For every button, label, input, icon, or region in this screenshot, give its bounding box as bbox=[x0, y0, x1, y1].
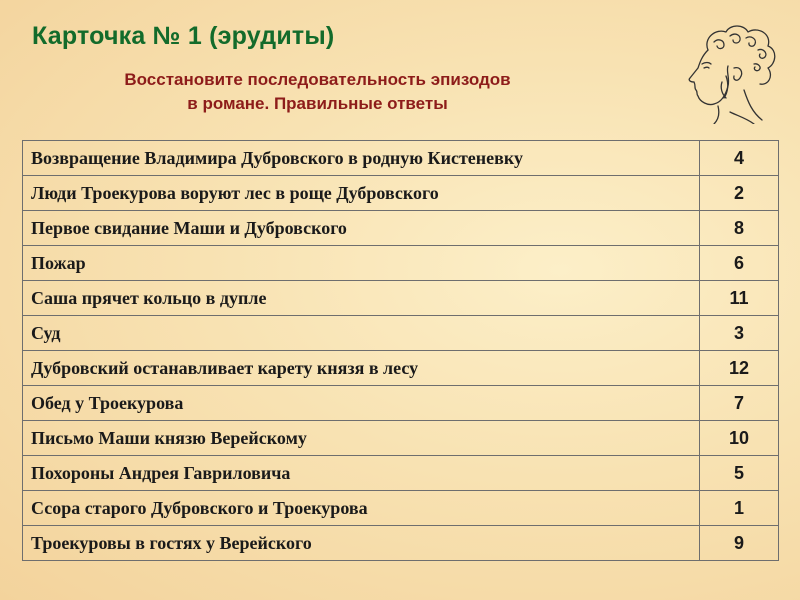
episode-cell: Саша прячет кольцо в дупле bbox=[23, 281, 700, 316]
episode-cell: Похороны Андрея Гавриловича bbox=[23, 456, 700, 491]
table-row bbox=[23, 421, 779, 456]
episode-cell: Возвращение Владимира Дубровского в родную Кистеневку bbox=[23, 141, 700, 176]
table-row bbox=[23, 141, 779, 176]
subtitle-line-1: Восстановите последовательность эпизодов bbox=[124, 70, 511, 89]
order-number-cell: 3 bbox=[700, 316, 779, 351]
order-number-cell: 1 bbox=[700, 491, 779, 526]
order-number-cell: 11 bbox=[700, 281, 779, 316]
episode-cell: Письмо Маши князю Верейскому bbox=[23, 421, 700, 456]
episode-cell: Ссора старого Дубровского и Троекурова bbox=[23, 491, 700, 526]
table-row bbox=[23, 351, 779, 386]
table-row bbox=[23, 176, 779, 211]
slide-subtitle bbox=[40, 68, 595, 116]
order-number-cell: 9 bbox=[700, 526, 779, 561]
episode-cell: Первое свидание Маши и Дубровского bbox=[23, 211, 700, 246]
table-row bbox=[23, 211, 779, 246]
order-number-cell: 12 bbox=[700, 351, 779, 386]
order-number-cell: 10 bbox=[700, 421, 779, 456]
table-row bbox=[23, 316, 779, 351]
order-number-cell: 5 bbox=[700, 456, 779, 491]
episode-cell: Пожар bbox=[23, 246, 700, 281]
order-number-cell: 6 bbox=[700, 246, 779, 281]
table-row bbox=[23, 386, 779, 421]
portrait-sketch-icon bbox=[668, 20, 788, 124]
episode-cell: Дубровский останавливает карету князя в лесу bbox=[23, 351, 700, 386]
episode-cell: Люди Троекурова воруют лес в роще Дубровского bbox=[23, 176, 700, 211]
episode-cell: Суд bbox=[23, 316, 700, 351]
episodes-table bbox=[22, 140, 779, 561]
table-row bbox=[23, 281, 779, 316]
order-number-cell: 4 bbox=[700, 141, 779, 176]
slide-title: Карточка № 1 (эрудиты) bbox=[32, 22, 335, 50]
table-row bbox=[23, 456, 779, 491]
table-row bbox=[23, 246, 779, 281]
order-number-cell: 8 bbox=[700, 211, 779, 246]
subtitle-line-2: в романе. Правильные ответы bbox=[187, 94, 448, 113]
table-row bbox=[23, 491, 779, 526]
order-number-cell: 7 bbox=[700, 386, 779, 421]
episode-cell: Обед у Троекурова bbox=[23, 386, 700, 421]
episode-cell: Троекуровы в гостях у Верейского bbox=[23, 526, 700, 561]
table-row bbox=[23, 526, 779, 561]
order-number-cell: 2 bbox=[700, 176, 779, 211]
